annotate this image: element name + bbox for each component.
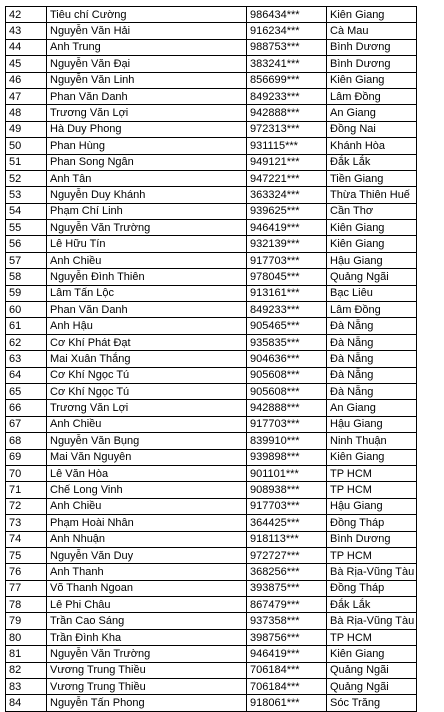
name-cell: Phan Song Ngân xyxy=(47,154,247,170)
table-row xyxy=(6,679,417,695)
table-row xyxy=(6,23,417,39)
table-row xyxy=(6,203,417,219)
phone-cell: 905465*** xyxy=(247,318,327,334)
name-cell: Anh Trung xyxy=(47,39,247,55)
name-cell: Anh Thanh xyxy=(47,564,247,580)
table-row xyxy=(6,269,417,285)
name-cell: Anh Chiều xyxy=(47,498,247,514)
name-cell: Trần Đình Kha xyxy=(47,629,247,645)
name-cell: Anh Chiều xyxy=(47,416,247,432)
table-row xyxy=(6,580,417,596)
row-number-cell: 65 xyxy=(6,383,47,399)
name-cell: Lê Văn Hòa xyxy=(47,465,247,481)
table-row xyxy=(6,515,417,531)
table-row xyxy=(6,646,417,662)
name-cell: Võ Thanh Ngoan xyxy=(47,580,247,596)
province-cell: Thừa Thiên Huế xyxy=(327,187,417,203)
province-cell: Đắk Lắk xyxy=(327,597,417,613)
phone-cell: 939625*** xyxy=(247,203,327,219)
name-cell: Nguyễn Văn Duy xyxy=(47,547,247,563)
province-cell: Đà Nẵng xyxy=(327,367,417,383)
phone-cell: 932139*** xyxy=(247,236,327,252)
row-number-cell: 54 xyxy=(6,203,47,219)
province-cell: Kiên Giang xyxy=(327,449,417,465)
province-cell: Tiền Giang xyxy=(327,170,417,186)
table-row xyxy=(6,334,417,350)
row-number-cell: 81 xyxy=(6,646,47,662)
row-number-cell: 62 xyxy=(6,334,47,350)
phone-cell: 935835*** xyxy=(247,334,327,350)
table-row xyxy=(6,252,417,268)
table-row xyxy=(6,597,417,613)
province-cell: Đà Nẵng xyxy=(327,351,417,367)
province-cell: Quảng Ngãi xyxy=(327,269,417,285)
table-row xyxy=(6,302,417,318)
phone-cell: 939898*** xyxy=(247,449,327,465)
name-cell: Lê Phi Châu xyxy=(47,597,247,613)
row-number-cell: 82 xyxy=(6,662,47,678)
phone-cell: 901101*** xyxy=(247,465,327,481)
phone-cell: 972313*** xyxy=(247,121,327,137)
table-row xyxy=(6,138,417,154)
province-cell: Kiên Giang xyxy=(327,72,417,88)
province-cell: Lâm Đồng xyxy=(327,88,417,104)
table-row xyxy=(6,7,417,23)
name-cell: Hà Duy Phong xyxy=(47,121,247,137)
province-cell: Ninh Thuận xyxy=(327,433,417,449)
table-row xyxy=(6,629,417,645)
province-cell: Bạc Liêu xyxy=(327,285,417,301)
name-cell: Anh Nhuận xyxy=(47,531,247,547)
table-row xyxy=(6,482,417,498)
phone-cell: 856699*** xyxy=(247,72,327,88)
phone-cell: 972727*** xyxy=(247,547,327,563)
name-cell: Cơ Khí Ngọc Tú xyxy=(47,367,247,383)
phone-cell: 913161*** xyxy=(247,285,327,301)
phone-cell: 368256*** xyxy=(247,564,327,580)
row-number-cell: 61 xyxy=(6,318,47,334)
name-cell: Anh Chiều xyxy=(47,252,247,268)
phone-cell: 942888*** xyxy=(247,400,327,416)
row-number-cell: 74 xyxy=(6,531,47,547)
name-cell: Phạm Chí Linh xyxy=(47,203,247,219)
table-row xyxy=(6,236,417,252)
name-cell: Lâm Tấn Lộc xyxy=(47,285,247,301)
table-row xyxy=(6,88,417,104)
province-cell: TP HCM xyxy=(327,482,417,498)
table-row xyxy=(6,39,417,55)
name-cell: Chế Long Vinh xyxy=(47,482,247,498)
table-row xyxy=(6,154,417,170)
row-number-cell: 67 xyxy=(6,416,47,432)
row-number-cell: 45 xyxy=(6,56,47,72)
phone-cell: 931115*** xyxy=(247,138,327,154)
name-cell: Phan Hùng xyxy=(47,138,247,154)
province-cell: Đà Nẵng xyxy=(327,334,417,350)
phone-cell: 937358*** xyxy=(247,613,327,629)
table-row xyxy=(6,433,417,449)
phone-cell: 988753*** xyxy=(247,39,327,55)
province-cell: TP HCM xyxy=(327,465,417,481)
name-cell: Mai Xuân Thắng xyxy=(47,351,247,367)
table-row xyxy=(6,72,417,88)
name-cell: Anh Tân xyxy=(47,170,247,186)
row-number-cell: 84 xyxy=(6,695,47,711)
row-number-cell: 46 xyxy=(6,72,47,88)
table-row xyxy=(6,662,417,678)
phone-cell: 849233*** xyxy=(247,88,327,104)
table-row xyxy=(6,613,417,629)
winner-table xyxy=(5,6,417,712)
row-number-cell: 44 xyxy=(6,39,47,55)
province-cell: Hậu Giang xyxy=(327,498,417,514)
name-cell: Nguyễn Văn Đại xyxy=(47,56,247,72)
province-cell: Kiên Giang xyxy=(327,7,417,23)
row-number-cell: 52 xyxy=(6,170,47,186)
province-cell: TP HCM xyxy=(327,547,417,563)
row-number-cell: 57 xyxy=(6,252,47,268)
table-row xyxy=(6,367,417,383)
phone-cell: 917703*** xyxy=(247,416,327,432)
row-number-cell: 68 xyxy=(6,433,47,449)
phone-cell: 918061*** xyxy=(247,695,327,711)
name-cell: Trần Cao Sáng xyxy=(47,613,247,629)
phone-cell: 918113*** xyxy=(247,531,327,547)
phone-cell: 978045*** xyxy=(247,269,327,285)
table-row xyxy=(6,498,417,514)
row-number-cell: 55 xyxy=(6,220,47,236)
phone-cell: 905608*** xyxy=(247,383,327,399)
province-cell: An Giang xyxy=(327,400,417,416)
row-number-cell: 47 xyxy=(6,88,47,104)
table-row xyxy=(6,220,417,236)
row-number-cell: 69 xyxy=(6,449,47,465)
row-number-cell: 49 xyxy=(6,121,47,137)
table-row xyxy=(6,695,417,711)
province-cell: Đồng Nai xyxy=(327,121,417,137)
phone-cell: 986434*** xyxy=(247,7,327,23)
province-cell: Đắk Lắk xyxy=(327,154,417,170)
phone-cell: 905608*** xyxy=(247,367,327,383)
name-cell: Trương Văn Lợi xyxy=(47,105,247,121)
row-number-cell: 78 xyxy=(6,597,47,613)
name-cell: Cơ Khí Ngọc Tú xyxy=(47,383,247,399)
table-row xyxy=(6,547,417,563)
province-cell: Cần Thơ xyxy=(327,203,417,219)
name-cell: Mai Văn Nguyên xyxy=(47,449,247,465)
table-row xyxy=(6,449,417,465)
row-number-cell: 50 xyxy=(6,138,47,154)
table-row xyxy=(6,400,417,416)
name-cell: Nguyễn Văn Linh xyxy=(47,72,247,88)
province-cell: Quảng Ngãi xyxy=(327,679,417,695)
phone-cell: 383241*** xyxy=(247,56,327,72)
table-body xyxy=(6,7,417,712)
row-number-cell: 77 xyxy=(6,580,47,596)
phone-cell: 917703*** xyxy=(247,252,327,268)
phone-cell: 917703*** xyxy=(247,498,327,514)
table-row xyxy=(6,170,417,186)
province-cell: Quảng Ngãi xyxy=(327,662,417,678)
name-cell: Trương Văn Lợi xyxy=(47,400,247,416)
row-number-cell: 63 xyxy=(6,351,47,367)
row-number-cell: 64 xyxy=(6,367,47,383)
row-number-cell: 59 xyxy=(6,285,47,301)
phone-cell: 867479*** xyxy=(247,597,327,613)
province-cell: Bình Dương xyxy=(327,39,417,55)
row-number-cell: 42 xyxy=(6,7,47,23)
name-cell: Nguyễn Tấn Phong xyxy=(47,695,247,711)
row-number-cell: 79 xyxy=(6,613,47,629)
phone-cell: 942888*** xyxy=(247,105,327,121)
province-cell: Lâm Đồng xyxy=(327,302,417,318)
province-cell: TP HCM xyxy=(327,629,417,645)
table-row xyxy=(6,318,417,334)
row-number-cell: 80 xyxy=(6,629,47,645)
row-number-cell: 70 xyxy=(6,465,47,481)
name-cell: Nguyễn Văn Trường xyxy=(47,646,247,662)
row-number-cell: 66 xyxy=(6,400,47,416)
name-cell: Nguyễn Duy Khánh xyxy=(47,187,247,203)
province-cell: Bình Dương xyxy=(327,56,417,72)
name-cell: Phan Văn Danh xyxy=(47,88,247,104)
province-cell: Kiên Giang xyxy=(327,236,417,252)
name-cell: Nguyễn Văn Bụng xyxy=(47,433,247,449)
phone-cell: 947221*** xyxy=(247,170,327,186)
row-number-cell: 75 xyxy=(6,547,47,563)
name-cell: Vương Trung Thiều xyxy=(47,679,247,695)
province-cell: Đà Nẵng xyxy=(327,318,417,334)
province-cell: An Giang xyxy=(327,105,417,121)
name-cell: Cơ Khí Phát Đạt xyxy=(47,334,247,350)
row-number-cell: 76 xyxy=(6,564,47,580)
province-cell: Đồng Tháp xyxy=(327,580,417,596)
table-row xyxy=(6,285,417,301)
table-row xyxy=(6,465,417,481)
name-cell: Nguyễn Đình Thiên xyxy=(47,269,247,285)
province-cell: Sóc Trăng xyxy=(327,695,417,711)
name-cell: Nguyễn Văn Hải xyxy=(47,23,247,39)
table-row xyxy=(6,383,417,399)
table-row xyxy=(6,187,417,203)
name-cell: Nguyễn Văn Trường xyxy=(47,220,247,236)
province-cell: Bà Rịa-Vũng Tàu xyxy=(327,613,417,629)
phone-cell: 393875*** xyxy=(247,580,327,596)
name-cell: Lê Hữu Tín xyxy=(47,236,247,252)
table-row xyxy=(6,105,417,121)
table-row xyxy=(6,531,417,547)
province-cell: Kiên Giang xyxy=(327,220,417,236)
table-row xyxy=(6,121,417,137)
province-cell: Hậu Giang xyxy=(327,416,417,432)
name-cell: Tiêu chí Cường xyxy=(47,7,247,23)
phone-cell: 364425*** xyxy=(247,515,327,531)
row-number-cell: 58 xyxy=(6,269,47,285)
name-cell: Vương Trung Thiều xyxy=(47,662,247,678)
province-cell: Kiên Giang xyxy=(327,646,417,662)
table-row xyxy=(6,56,417,72)
phone-cell: 398756*** xyxy=(247,629,327,645)
name-cell: Phạm Hoài Nhân xyxy=(47,515,247,531)
row-number-cell: 71 xyxy=(6,482,47,498)
row-number-cell: 53 xyxy=(6,187,47,203)
phone-cell: 949121*** xyxy=(247,154,327,170)
phone-cell: 946419*** xyxy=(247,646,327,662)
province-cell: Bình Dương xyxy=(327,531,417,547)
province-cell: Đồng Tháp xyxy=(327,515,417,531)
row-number-cell: 72 xyxy=(6,498,47,514)
phone-cell: 849233*** xyxy=(247,302,327,318)
phone-cell: 839910*** xyxy=(247,433,327,449)
province-cell: Khánh Hòa xyxy=(327,138,417,154)
phone-cell: 904636*** xyxy=(247,351,327,367)
phone-cell: 706184*** xyxy=(247,662,327,678)
phone-cell: 706184*** xyxy=(247,679,327,695)
phone-cell: 916234*** xyxy=(247,23,327,39)
row-number-cell: 51 xyxy=(6,154,47,170)
table-row xyxy=(6,416,417,432)
province-cell: Hậu Giang xyxy=(327,252,417,268)
name-cell: Phan Văn Danh xyxy=(47,302,247,318)
province-cell: Cà Mau xyxy=(327,23,417,39)
province-cell: Bà Rịa-Vũng Tàu xyxy=(327,564,417,580)
table-row xyxy=(6,351,417,367)
province-cell: Đà Nẵng xyxy=(327,383,417,399)
name-cell: Anh Hậu xyxy=(47,318,247,334)
table-row xyxy=(6,564,417,580)
row-number-cell: 83 xyxy=(6,679,47,695)
phone-cell: 908938*** xyxy=(247,482,327,498)
row-number-cell: 43 xyxy=(6,23,47,39)
row-number-cell: 73 xyxy=(6,515,47,531)
phone-cell: 946419*** xyxy=(247,220,327,236)
phone-cell: 363324*** xyxy=(247,187,327,203)
row-number-cell: 60 xyxy=(6,302,47,318)
row-number-cell: 56 xyxy=(6,236,47,252)
row-number-cell: 48 xyxy=(6,105,47,121)
